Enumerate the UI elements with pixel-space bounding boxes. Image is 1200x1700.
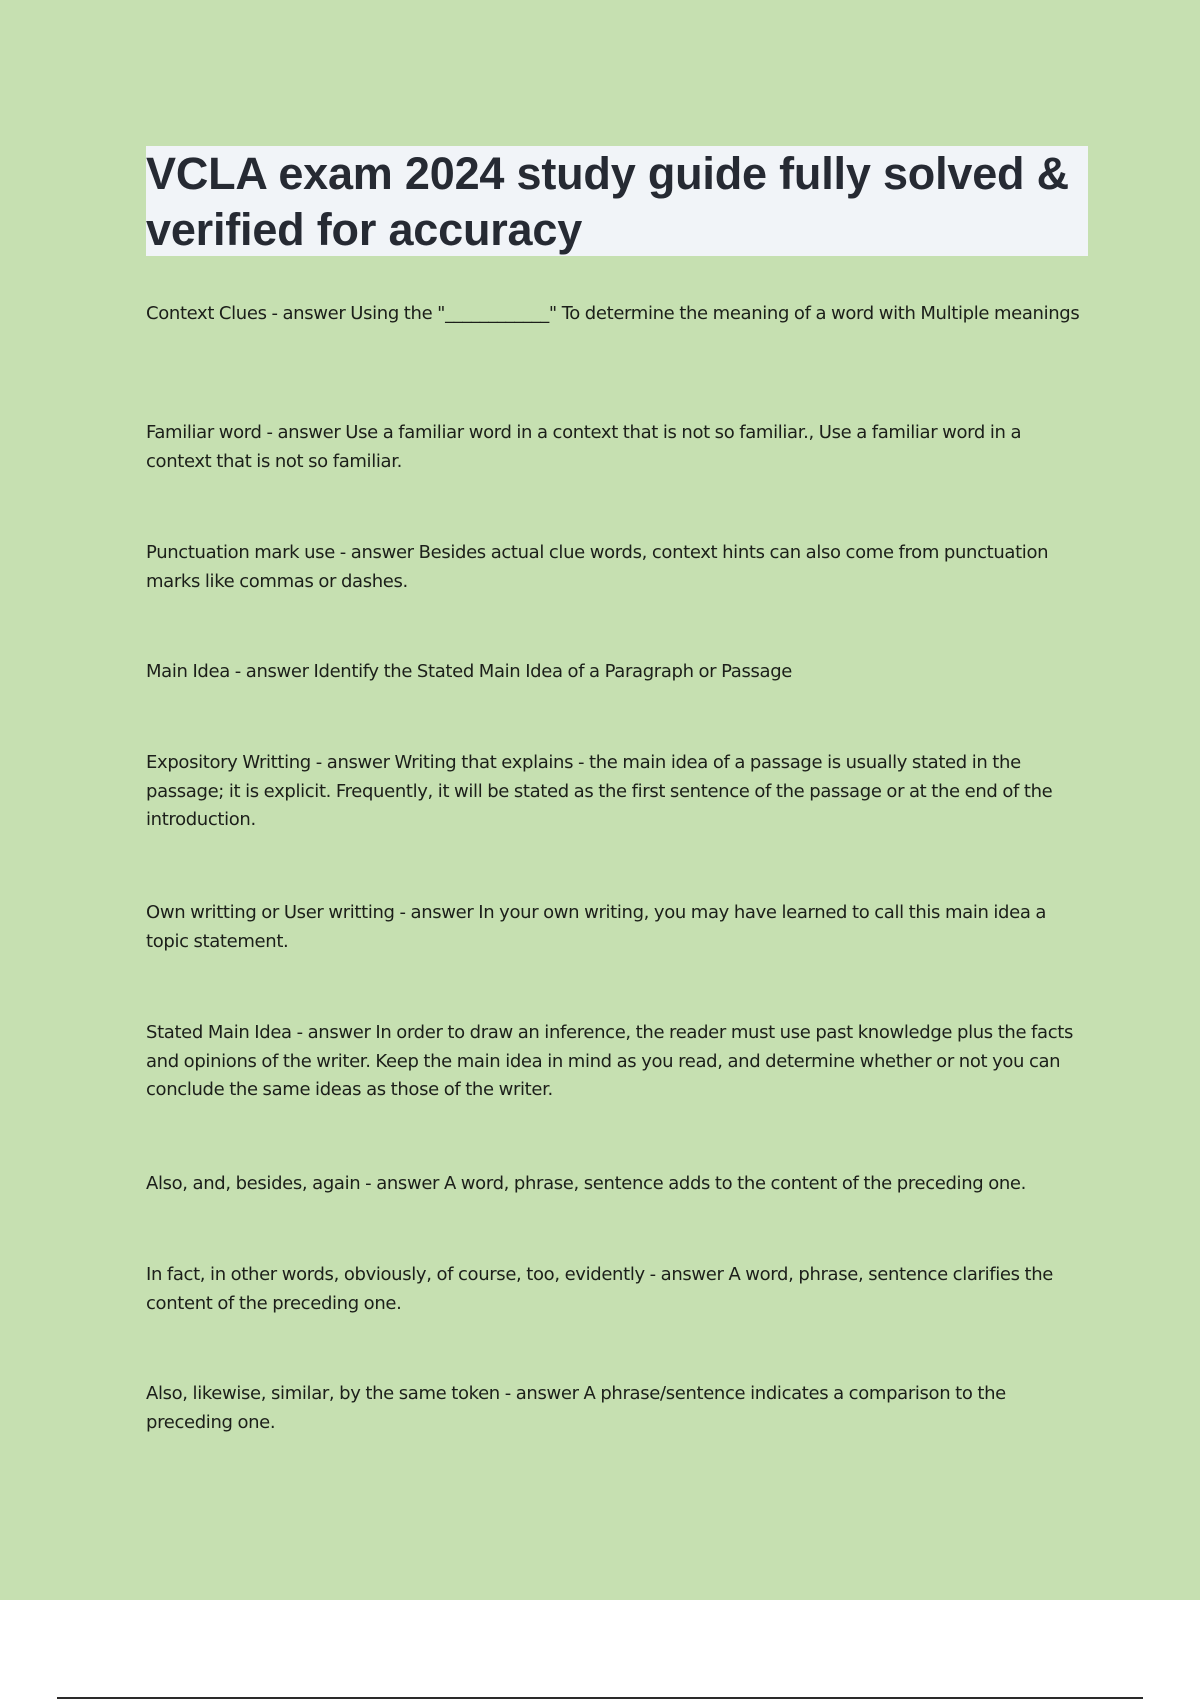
qa-entry: Punctuation mark use - answer Besides actual clue words, context hints can also come from punctuation marks like commas or dashes. bbox=[146, 542, 1049, 592]
qa-entry: Familiar word - answer Use a familiar word in a context that is not so familiar., Use a familiar word in a context that is not so familiar. bbox=[146, 422, 1022, 472]
footer-rule bbox=[57, 1697, 1143, 1699]
qa-entry: Main Idea - answer Identify the Stated Main Idea of a Paragraph or Passage bbox=[146, 661, 793, 682]
qa-entry: Also, likewise, similar, by the same token - answer A phrase/sentence indicates a comparison to the preceding one. bbox=[146, 1383, 1006, 1433]
qa-entry: Also, and, besides, again - answer A word, phrase, sentence adds to the content of the preceding one. bbox=[146, 1173, 1027, 1194]
qa-entry: Context Clues - answer Using the "____________" To determine the meaning of a word with Multiple meanings bbox=[146, 303, 1080, 324]
qa-entry: Expository Writting - answer Writing that explains - the main idea of a passage is usually stated in the passage; it is explicit. Frequently, it will be stated as the first sentence of the passage or at the end of the introduction. bbox=[146, 752, 1053, 830]
qa-entry: Own writting or User writting - answer In your own writing, you may have learned to call this main idea a topic statement. bbox=[146, 902, 1047, 952]
qa-entry: In fact, in other words, obviously, of course, too, evidently - answer A word, phrase, sentence clarifies the content of the preceding one. bbox=[146, 1264, 1053, 1314]
document-title: VCLA exam 2024 study guide fully solved & verified for accuracy bbox=[146, 148, 1069, 255]
qa-entry: Stated Main Idea - answer In order to draw an inference, the reader must use past knowledge plus the facts and opinions of the writer. Keep the main idea in mind as you read, and determine whether or not you can conclude the same ideas as those of the writer. bbox=[146, 1022, 1074, 1100]
title-box bbox=[146, 146, 1088, 256]
